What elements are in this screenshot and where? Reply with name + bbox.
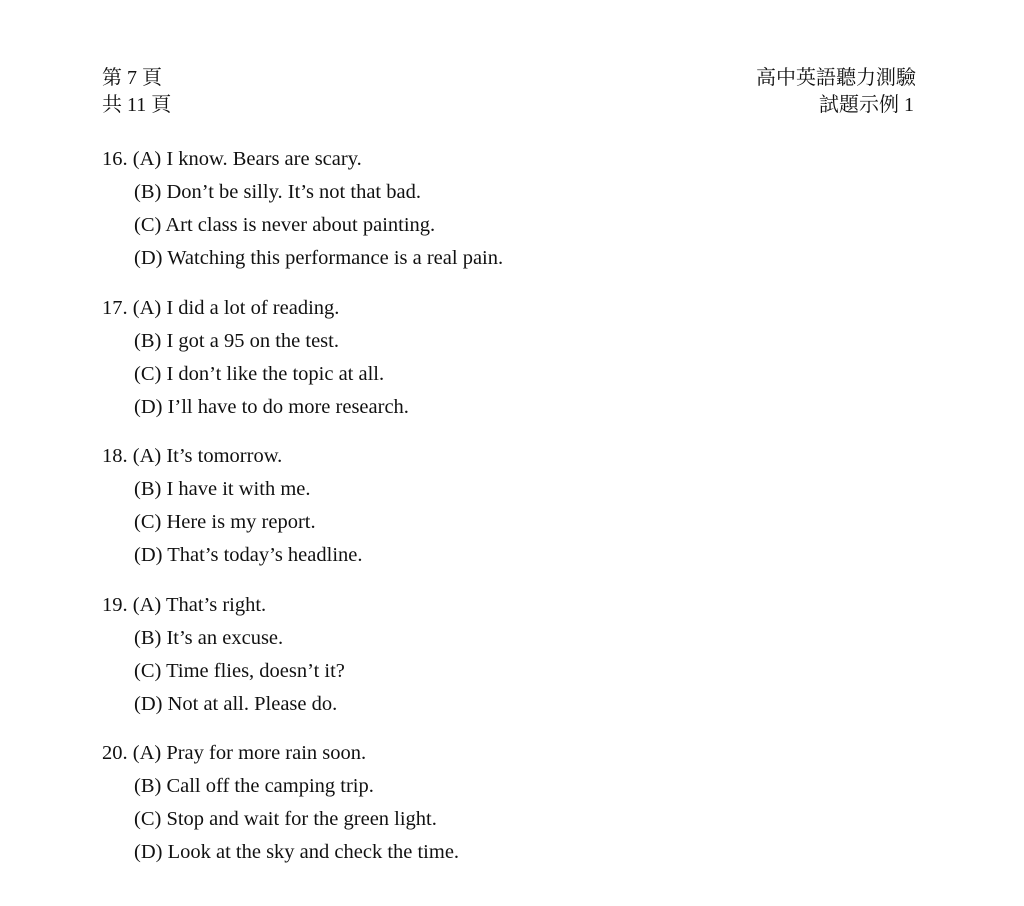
option-19-a (102, 589, 922, 622)
current-page-label: 第 7 頁 (102, 67, 162, 89)
option-16-b: (B) Don’t be silly. It’s not that bad. (134, 181, 421, 203)
page-number-header (102, 65, 171, 119)
exam-subtitle: 試題示例 1 (819, 94, 914, 116)
option-19-c: (C) Time flies, doesn’t it? (134, 659, 345, 682)
question-18 (102, 440, 922, 572)
option-text: (A) That’s right. (132, 593, 267, 616)
option-16-d: (D) Watching this performance is a real pain. (134, 247, 504, 269)
question-number: 19. (102, 593, 128, 616)
exam-title-header (756, 65, 914, 119)
option-18-a (102, 440, 922, 473)
question-19 (102, 589, 922, 721)
option-17-b: (B) I got a 95 on the test. (134, 329, 339, 352)
question-number: 16. (102, 148, 128, 170)
option-16-a (102, 143, 922, 176)
option-17-c: (C) I don’t like the topic at all. (134, 362, 385, 385)
option-16-c: (C) Art class is never about painting. (134, 214, 436, 236)
option-20-c: (C) Stop and wait for the green light. (134, 808, 437, 830)
option-text: (A) Pray for more rain soon. (132, 742, 367, 764)
option-18-b: (B) I have it with me. (134, 478, 311, 500)
question-number: 18. (102, 445, 128, 467)
question-number: 17. (102, 296, 128, 319)
option-18-d: (D) That’s today’s headline. (134, 544, 363, 566)
question-list (102, 143, 922, 886)
option-19-b: (B) It’s an excuse. (134, 626, 284, 649)
option-text: (A) It’s tomorrow. (132, 445, 283, 467)
question-number: 20. (102, 742, 128, 764)
option-20-b: (B) Call off the camping trip. (134, 775, 374, 797)
option-17-a (102, 292, 922, 325)
option-text: (A) I know. Bears are scary. (132, 148, 362, 170)
option-19-d: (D) Not at all. Please do. (134, 692, 338, 715)
option-20-d: (D) Look at the sky and check the time. (134, 841, 460, 863)
option-20-a (102, 737, 922, 770)
exam-title: 高中英語聽力測驗 (756, 67, 916, 89)
question-16 (102, 143, 922, 275)
option-18-c: (C) Here is my report. (134, 511, 316, 533)
option-17-d: (D) I’ll have to do more research. (134, 395, 409, 418)
option-text: (A) I did a lot of reading. (132, 296, 340, 319)
total-pages-label: 共 11 頁 (102, 94, 172, 116)
question-20 (102, 737, 922, 869)
question-17 (102, 292, 922, 424)
